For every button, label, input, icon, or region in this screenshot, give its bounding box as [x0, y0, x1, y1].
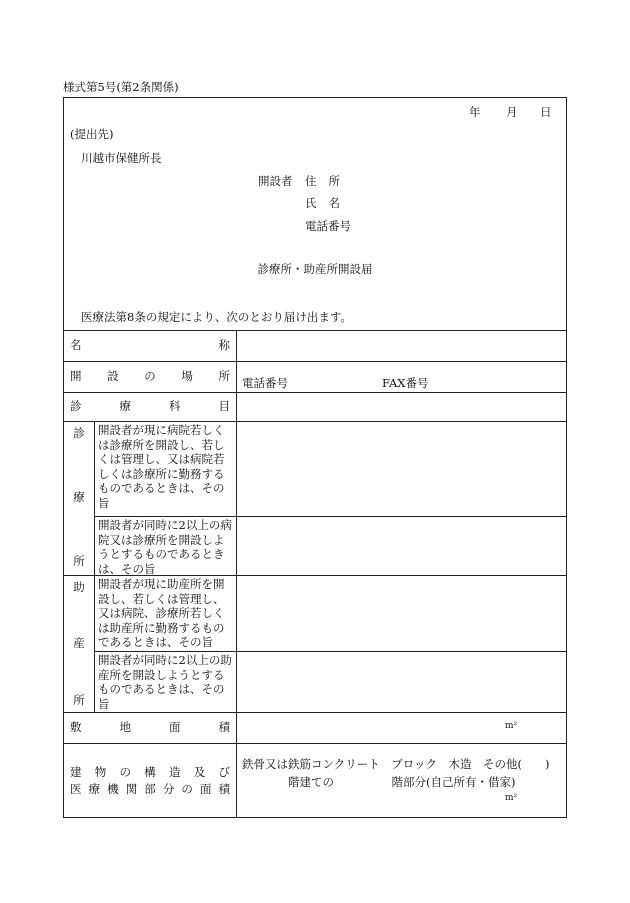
applicant-role-label: 開設者: [258, 174, 293, 188]
location-phone-label: 電話番号: [242, 376, 288, 390]
date-day-label: 日: [540, 105, 552, 119]
form-frame: [63, 97, 567, 818]
applicant-phone-label: 電話番号: [305, 219, 351, 233]
name-row-label: 名 称: [70, 338, 230, 352]
structure-floors-text: 階建ての 階部分(自己所有・借家): [288, 775, 516, 789]
department-row-label: 診 療 科 目: [70, 399, 230, 413]
location-fax-label: FAX番号: [382, 376, 429, 390]
structure-row-label-1: 建 物 の 構 造 及 び: [70, 765, 230, 779]
location-row-label: 開 設 の 場 所: [70, 369, 230, 383]
document-title: 診療所・助産所開設届: [257, 262, 373, 276]
applicant-address-label: 住 所: [305, 174, 340, 188]
applicant-name-label: 氏 名: [305, 196, 340, 210]
date-year-label: 年: [469, 105, 481, 119]
clinic-group-char-3: 所: [73, 554, 85, 568]
statement-text: 医療法第8条の規定により、次のとおり届け出ます。: [81, 310, 352, 324]
clinic-group-char-2: 療: [73, 490, 85, 504]
midwife-question-1: 開設者が現に助産所を開設し、若しくは管理し、又は病院、診療所若しくは助産所に勤務するものであるときは、その旨: [98, 577, 225, 649]
structure-area-unit: m²: [505, 793, 518, 803]
midwife-group-char-3: 所: [73, 693, 85, 707]
midwife-group-char-1: 助: [73, 580, 85, 594]
recipient-heading: (提出先): [70, 127, 114, 141]
structure-row-label-2: 医 療 機 関 部 分 の 面 積: [70, 782, 230, 796]
midwife-group-char-2: 産: [73, 636, 85, 650]
clinic-group-char-1: 診: [73, 426, 85, 440]
date-month-label: 月: [506, 105, 518, 119]
clinic-question-2: 開設者が同時に2以上の病院又は診療所を開設しようとするものであるときは、その旨: [98, 518, 232, 576]
recipient-name: 川越市保健所長: [81, 151, 162, 165]
clinic-question-1: 開設者が現に病院若しくは診療所を開設し、若しくは管理し、又は病院若しくは診療所に勤務するものであるときは、その旨: [98, 423, 225, 510]
site-area-unit: m²: [505, 721, 518, 731]
site-area-row-label: 敷 地 面 積: [70, 720, 230, 734]
midwife-question-2: 開設者が同時に2以上の助産所を開設しようとするものであるときは、その旨: [98, 653, 232, 711]
form-number-label: 様式第5号(第2条関係): [63, 80, 179, 94]
structure-options: 鉄骨又は鉄筋コンクリート ブロック 木造 その他( ): [242, 757, 550, 771]
